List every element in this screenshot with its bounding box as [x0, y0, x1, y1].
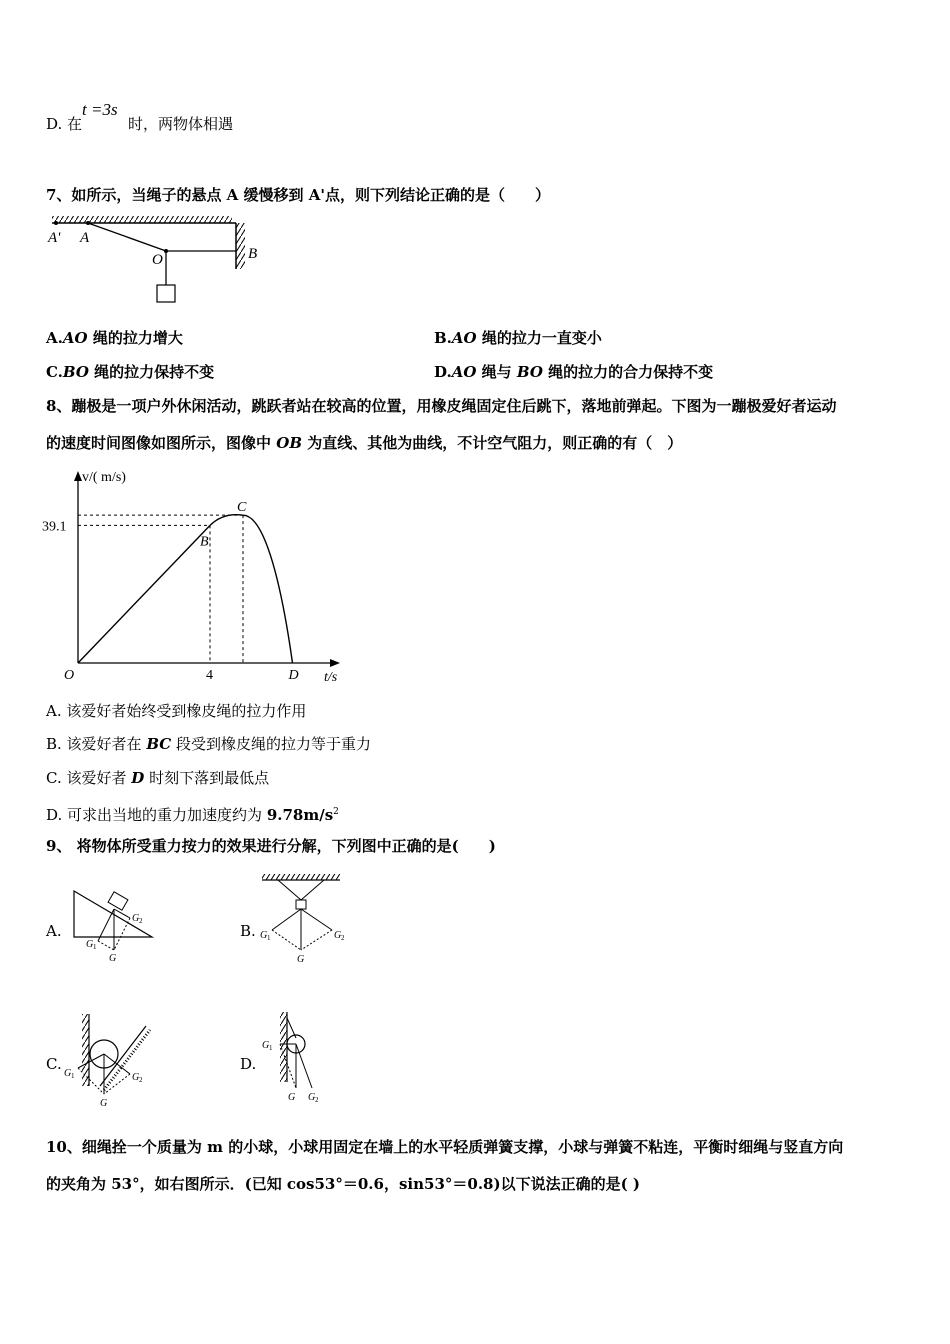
q9-label-d: D.: [240, 1055, 257, 1073]
q9a-g-label: G: [109, 953, 117, 964]
q9b-g2-arrow: [301, 909, 332, 930]
q9d-g2-arrow: [296, 1044, 312, 1088]
q9b-block: [296, 900, 306, 909]
q8-stem-line1: 8、蹦极是一项户外休闲活动，跳跃者站在较高的位置，用橡皮绳固定住后跳下，落地前弹起。下图为一蹦极爱好者运动: [46, 397, 837, 415]
q7-point-a1: [54, 221, 58, 225]
q6-option-d-suffix: 时，两物体相遇: [128, 115, 234, 133]
q9-figure-a: [70, 885, 160, 975]
q9c-g-label: G: [100, 1098, 108, 1109]
q9-figure-b: [256, 872, 356, 972]
q9c-dash-2: [104, 1074, 130, 1094]
q9d-g1-sub: 1: [269, 1044, 273, 1052]
q7-option-d: D.AO 绳与 BO 绳的拉力的合力保持不变: [434, 363, 714, 381]
q8-stem-line2: 的速度时间图像如图所示，图像中 OB 为直线、其他为曲线，不计空气阻力，则正确的有（ ）: [46, 434, 683, 452]
q9a-g2-sub: 2: [139, 917, 143, 925]
q8-option-b: B. 该爱好者在 BC 段受到橡皮绳的拉力等于重力: [46, 735, 372, 753]
q9b-dash-1: [272, 930, 301, 950]
q8-y-arrow: [74, 471, 82, 481]
q6-option-d-math: t =3s: [82, 100, 118, 119]
q8-y-tick-label: 39.1: [42, 519, 67, 535]
q10-line1: 10、细绳拴一个质量为 m 的小球，小球用固定在墙上的水平轻质弹簧支撑，小球与弹簧不粘连，平衡时细绳与竖直方向: [46, 1138, 844, 1156]
q7-rope-ao: [88, 223, 166, 251]
q7-option-b: B.AO 绳的拉力一直变小: [434, 329, 602, 347]
q8-chart-marks: [78, 515, 293, 663]
q9-stem: 9、 将物体所受重力按力的效果进行分解，下列图中正确的是( ): [46, 837, 496, 855]
q8-point-b-label: B: [200, 534, 209, 550]
q9c-g1-sub: 1: [71, 1072, 75, 1080]
q8-velocity-time-chart: [40, 465, 350, 685]
q9d-g-label: G: [288, 1092, 296, 1103]
q9b-g1-arrow: [272, 909, 301, 930]
q10-line2: 的夹角为 53°，如右图所示．(已知 cos53°＝0.6，sin53°＝0.8)以下说法正确的是( ): [46, 1175, 641, 1193]
q9b-g2-sub: 2: [341, 934, 345, 942]
q9c-g1-label: G: [64, 1068, 72, 1079]
q7-weight-box: [157, 285, 175, 302]
q7-label-b: B: [248, 246, 258, 262]
q9c-g1-arrow: [78, 1054, 104, 1068]
q7-point-a: [86, 221, 90, 225]
q9-figure-d: [256, 1008, 346, 1108]
q9d-g1-label: G: [262, 1040, 270, 1051]
q9b-ceiling-hatch: [262, 874, 340, 880]
q9a-g1-label: G: [86, 939, 94, 950]
q9d-g2-label: G: [308, 1092, 316, 1103]
q9-figure-c: [60, 1010, 160, 1110]
q9b-dash-2: [301, 930, 332, 950]
q8-option-a: A. 该爱好者始终受到橡皮绳的拉力作用: [46, 702, 307, 720]
q9-label-c: C.: [46, 1055, 62, 1073]
q7-point-o: [164, 249, 168, 253]
q7-label-a1: A': [48, 230, 61, 246]
q9b-g1-label: G: [260, 930, 268, 941]
q9b-g-label: G: [297, 954, 305, 965]
q9a-g1-arrow: [98, 909, 114, 941]
q7-option-c: C.BO 绳的拉力保持不变: [46, 363, 215, 381]
q9a-dash-1: [98, 941, 114, 950]
q6-option-d-prefix: D. 在: [46, 115, 83, 133]
q9-label-a: A.: [46, 922, 62, 940]
q9c-g2-label: G: [132, 1072, 140, 1083]
q9c-dash-1: [78, 1068, 104, 1094]
q9c-g2-sub: 2: [139, 1076, 143, 1084]
q8-option-c: C. 该爱好者 D 时刻下落到最低点: [46, 769, 270, 787]
q7-ceiling-hatch: [52, 216, 232, 223]
q7-wall-hatch: [236, 223, 245, 269]
q8-x-arrow: [330, 659, 340, 667]
q7-figure: [46, 212, 276, 312]
q8-point-c-label: C: [237, 500, 247, 516]
q8-origin-label: O: [64, 668, 75, 683]
q9c-g2-arrow: [104, 1054, 130, 1074]
q9d-g2-sub: 2: [315, 1096, 319, 1104]
q9b-g2-label: G: [334, 930, 342, 941]
q8-curve-bcd: [210, 515, 293, 663]
q6-option-d: [46, 114, 82, 134]
q9a-block: [108, 892, 128, 910]
q9c-wall-hatch: [82, 1014, 89, 1086]
q9c-slope-hatch: [104, 1030, 150, 1090]
q8-option-d: D. 可求出当地的重力加速度约为 $9.78m/s^2$: [46, 806, 339, 824]
q9d-wall-hatch: [280, 1012, 287, 1082]
q8-x-tick-label: 4: [206, 668, 213, 683]
q7-label-o: O: [152, 252, 163, 268]
q7-option-a: A.AO 绳的拉力增大: [46, 329, 183, 347]
q8-line-ob: [78, 525, 210, 663]
q9a-g2-label: G: [132, 913, 140, 924]
q8-x-label: t/s: [324, 670, 338, 685]
q9-label-b: B.: [240, 922, 256, 940]
q8-point-d-label: D: [288, 668, 299, 683]
q7-label-a: A: [80, 230, 90, 246]
q9b-g1-sub: 1: [267, 934, 271, 942]
q8-y-label: v/( m/s): [82, 470, 126, 485]
q7-stem: 7、如所示，当绳子的悬点 A 缓慢移到 A'点，则下列结论正确的是（ ）: [46, 186, 550, 204]
q9a-incline: [74, 891, 152, 937]
q9a-dash-2: [114, 918, 130, 950]
q9b-rope-left: [278, 880, 301, 900]
q9b-rope-right: [301, 880, 324, 900]
q9a-g1-sub: 1: [93, 943, 97, 951]
